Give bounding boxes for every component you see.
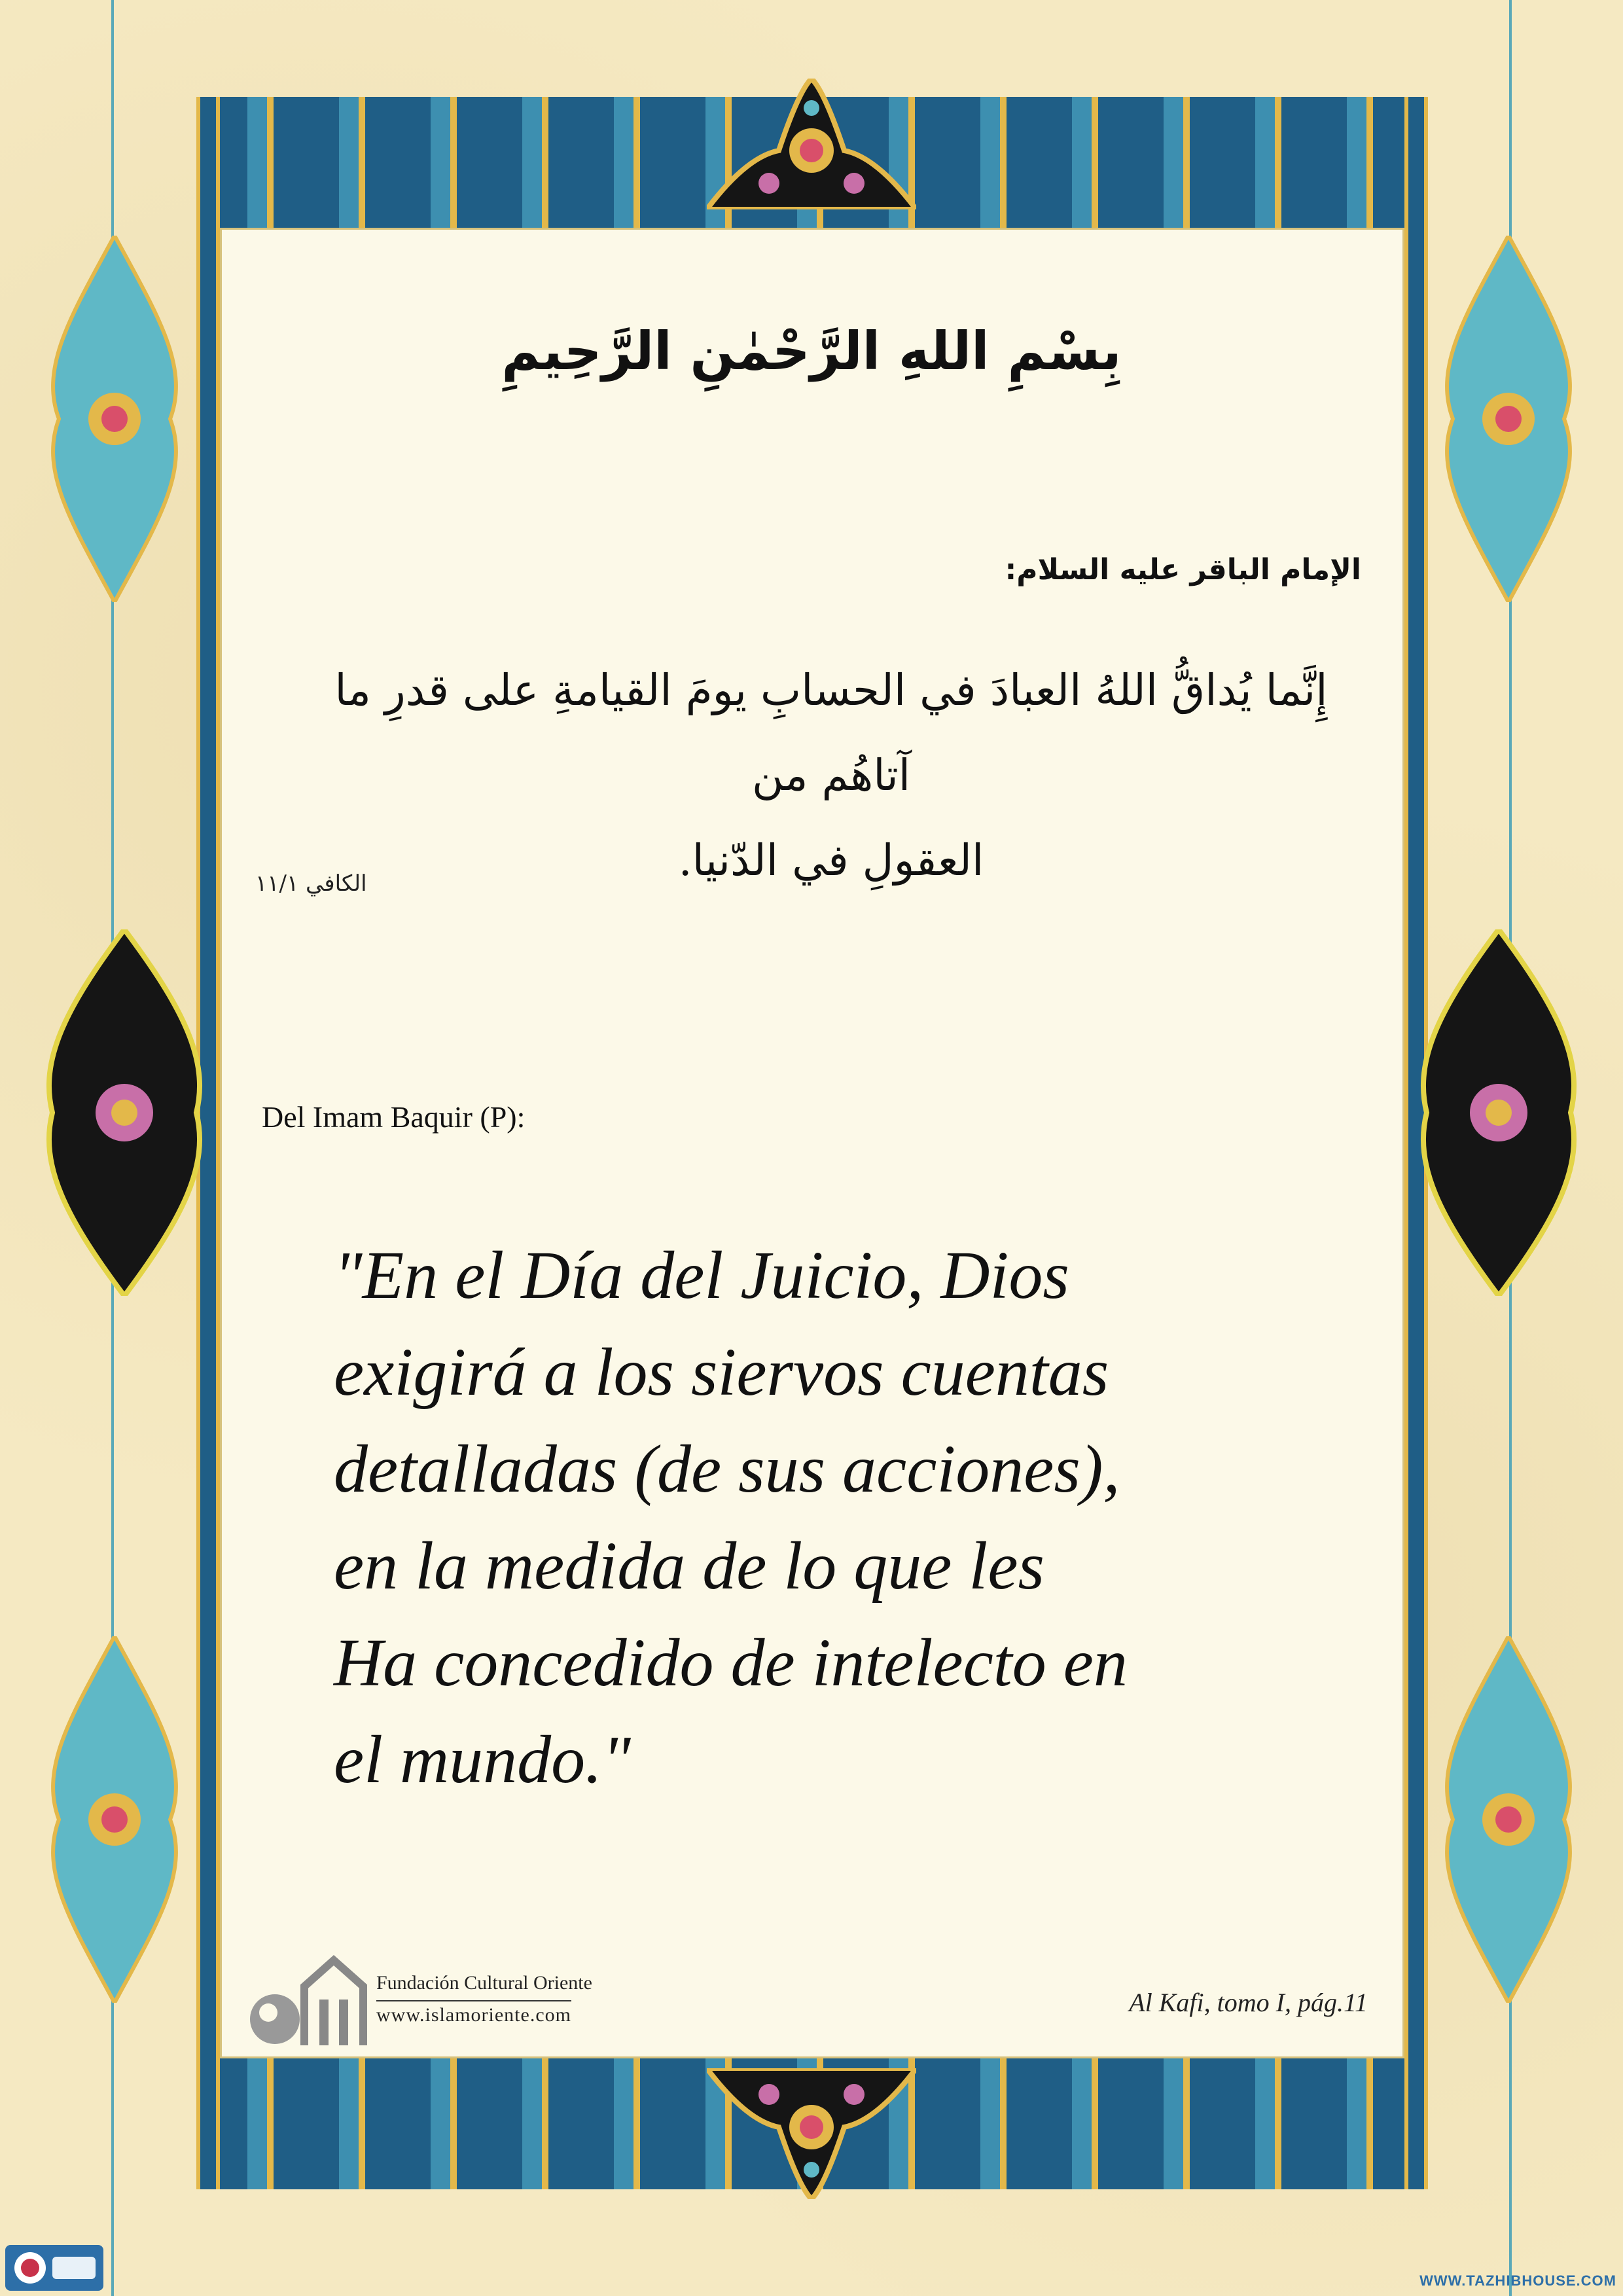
publisher-badge-icon: [5, 2245, 103, 2291]
left-turquoise-ornament-upper: [39, 236, 190, 602]
spanish-quote-line: exigirá a los siervos cuentas: [334, 1335, 1109, 1410]
spanish-quote-line: en la medida de lo que les: [334, 1528, 1044, 1604]
spanish-quote-line: detalladas (de sus acciones),: [334, 1431, 1120, 1507]
arabic-quote: [288, 648, 1374, 903]
right-turquoise-ornament-upper: [1433, 236, 1584, 602]
spanish-source-citation: Al Kafi, tomo I, pág.11: [1129, 1988, 1368, 2017]
foundation-url-link[interactable]: www.islamoriente.com: [376, 2000, 571, 2026]
foundation-logo-icon: [242, 1947, 373, 2052]
arabic-heading: الإمام الباقر عليه السلام:: [1005, 553, 1361, 586]
top-medallion-ornament: [707, 79, 916, 209]
right-turquoise-ornament-lower: [1433, 1636, 1584, 2003]
arabic-quote-line-1: إِنَّما يُداقُّ اللهُ العبادَ في الحسابِ يومَ القيامةِ على قدرِ ما آتاهُم من: [334, 665, 1328, 800]
foundation-name: Fundación Cultural Oriente: [376, 1972, 592, 1994]
spanish-quote-line: Ha concedido de intelecto en: [334, 1625, 1128, 1700]
bottom-medallion-ornament: [707, 2068, 916, 2199]
arabic-source-citation: الكافي ١١/١: [255, 870, 367, 897]
basmala-calligraphy: بِسْمِ اللهِ الرَّحْمٰنِ الرَّحِيمِ: [501, 321, 1122, 382]
spanish-quote-line: el mundo.": [334, 1722, 631, 1797]
spanish-quote-line: "En el Día del Juicio, Dios: [334, 1238, 1069, 1313]
spanish-quote: [334, 1227, 1355, 1808]
left-black-medallion: [39, 929, 209, 1296]
left-turquoise-ornament-lower: [39, 1636, 190, 2003]
spanish-heading: Del Imam Baquir (P):: [262, 1100, 526, 1134]
arabic-quote-line-2: العقولِ في الدّنيا.: [678, 835, 984, 886]
watermark-link[interactable]: WWW.TAZHIBHOUSE.COM: [1419, 2272, 1616, 2289]
right-black-medallion: [1414, 929, 1584, 1296]
